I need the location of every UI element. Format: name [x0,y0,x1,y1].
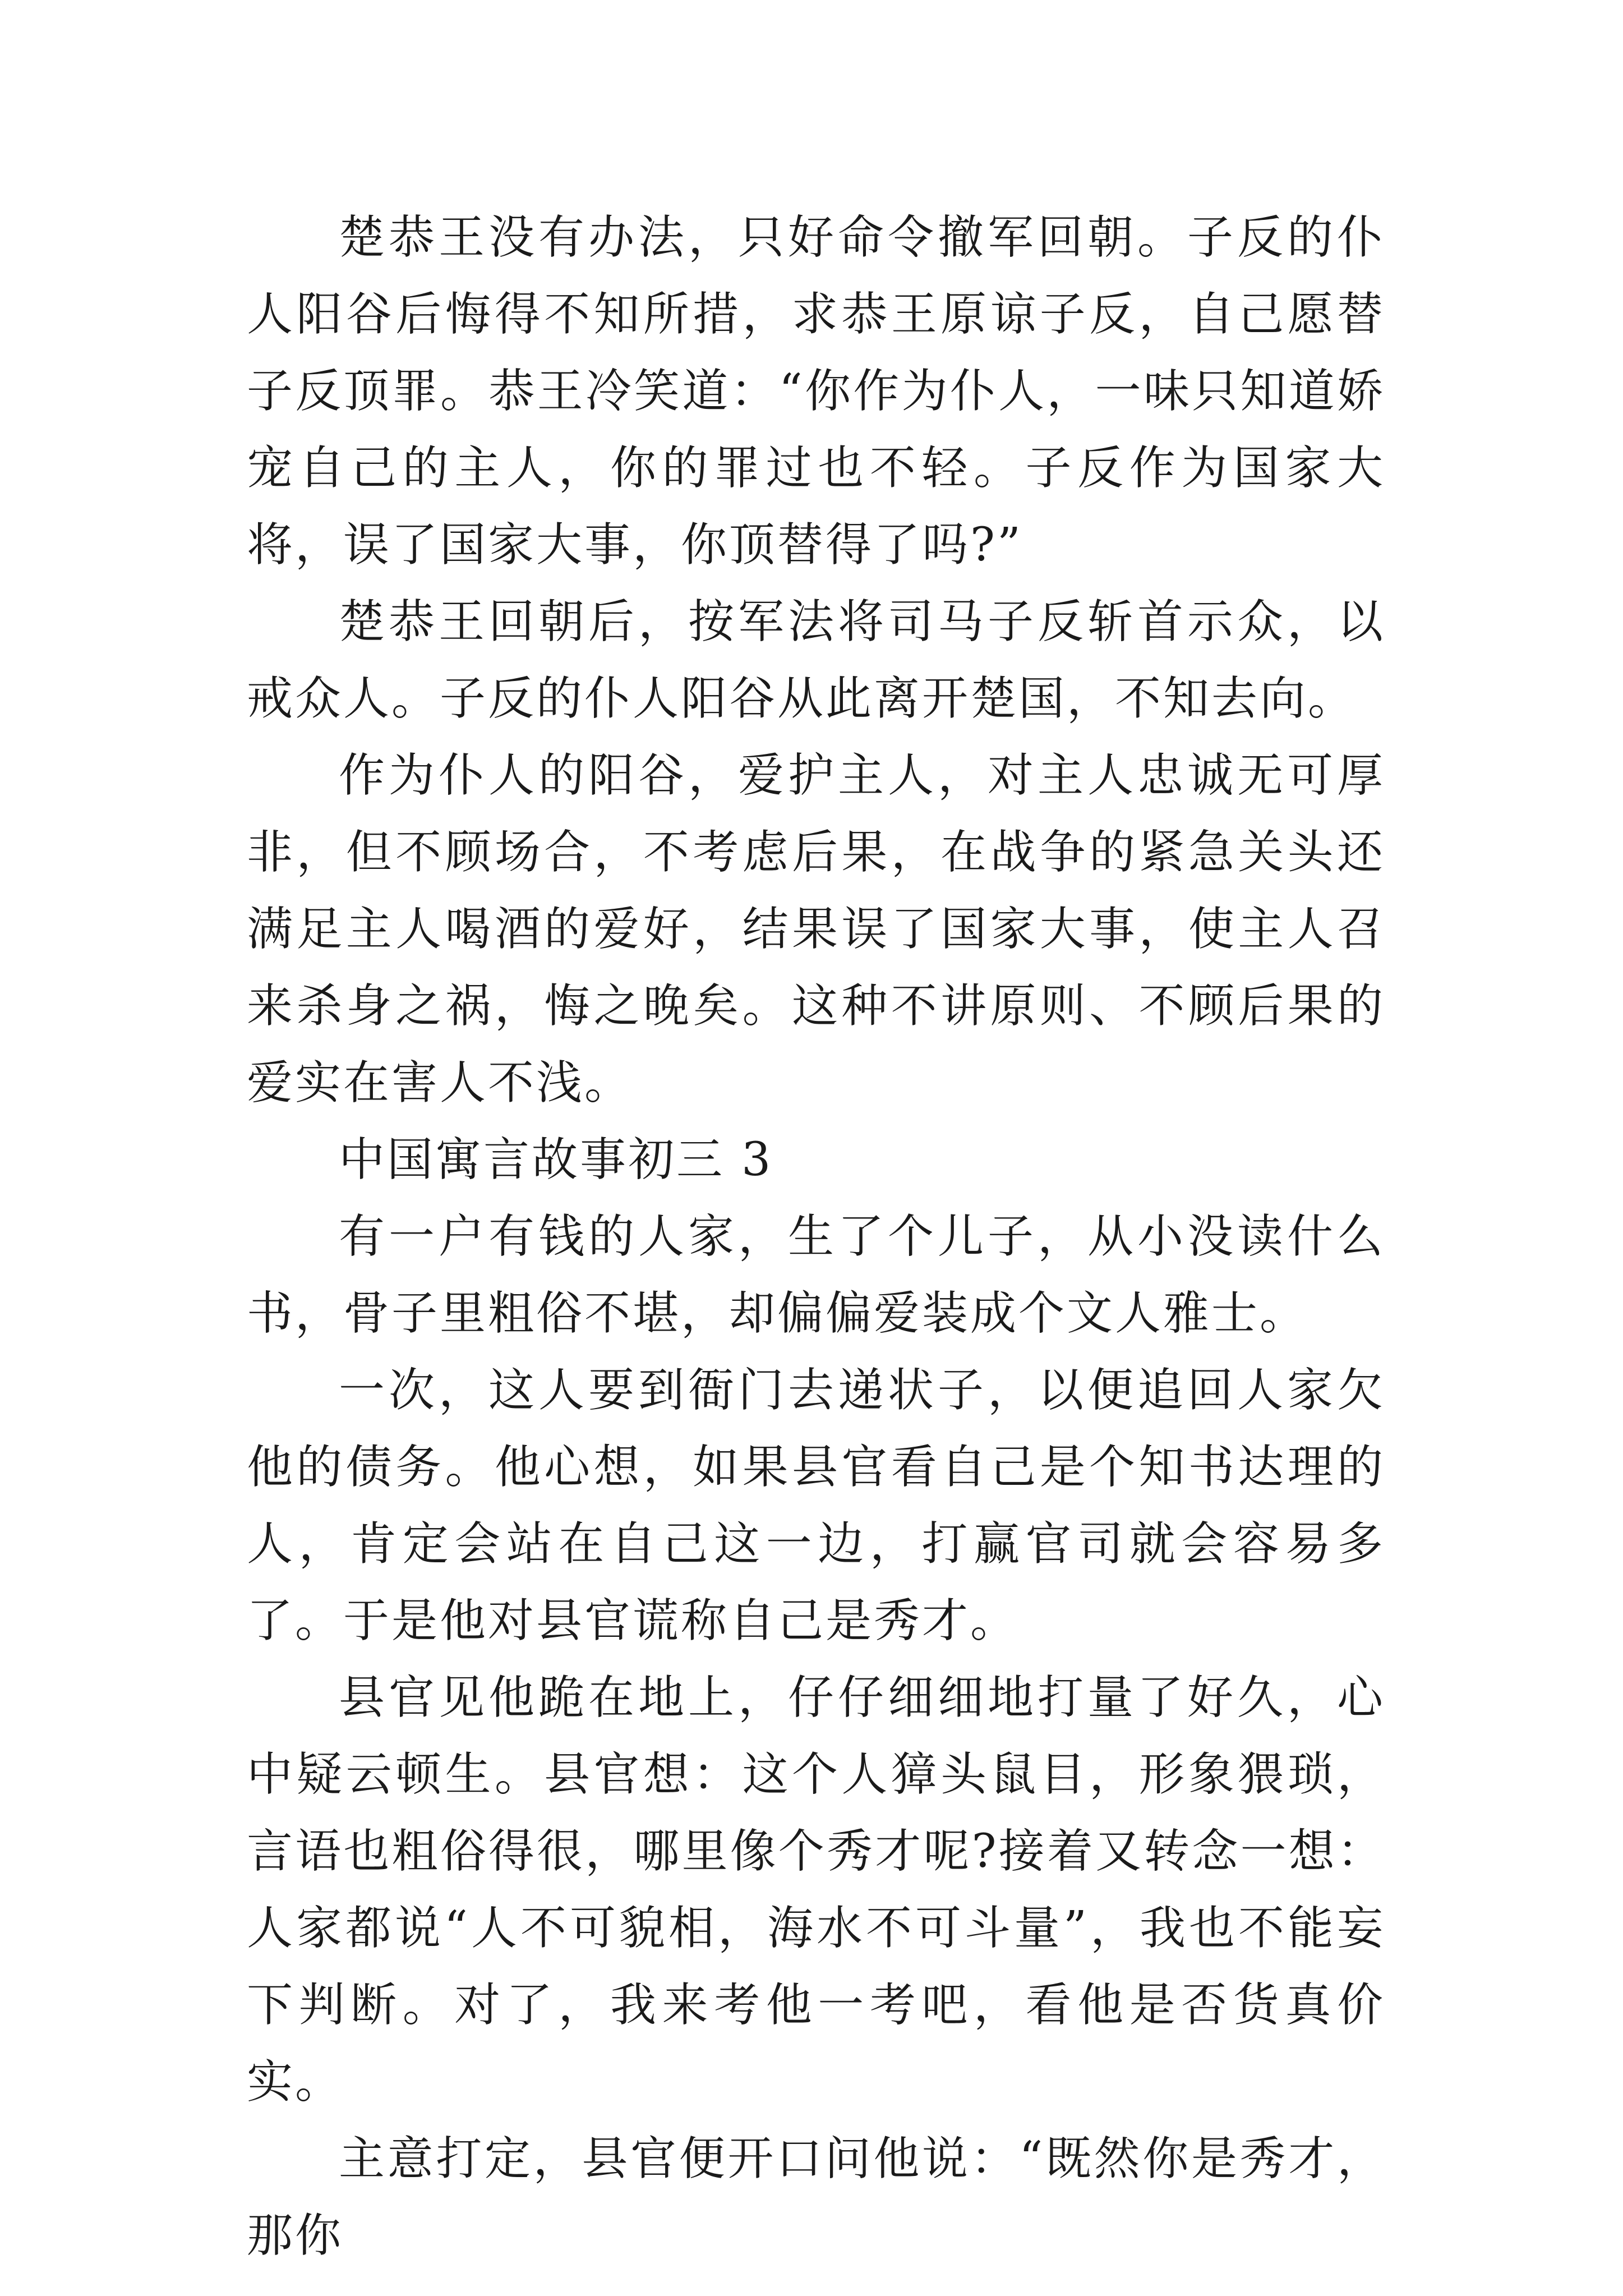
paragraph-6: 县官见他跪在地上，仔仔细细地打量了好久，心中疑云顿生。县官想：这个人獐头鼠目，形象猥琐，言语也粗俗得很，哪里像个秀才呢?接着又转念一想：人家都说“人不可貌相，海水不可斗量”，我也不能妄下判断。对了，我来考他一考吧，看他是否货真价实。 [247,1671,1385,2109]
document-page [247,199,1385,2274]
paragraph-7: 主意打定，县官便开口问他说：“既然你是秀才，那你 [247,2132,1385,2262]
paragraph-2: 楚恭王回朝后，按军法将司马子反斩首示众，以戒众人。子反的仆人阳谷从此离开楚国，不知去向。 [247,595,1385,725]
paragraph-3: 作为仆人的阳谷，爱护主人，对主人忠诚无可厚非，但不顾场合，不考虑后果，在战争的紧急关头还满足主人喝酒的爱好，结果误了国家大事，使主人召来杀身之祸，悔之晚矣。这种不讲原则、不顾后果的爱实在害人不浅。 [247,749,1385,1110]
paragraph-1: 楚恭王没有办法，只好命令撤军回朝。子反的仆人阳谷后悔得不知所措，求恭王原谅子反，自己愿替子反顶罪。恭王冷笑道：“你作为仆人，一味只知道娇宠自己的主人，你的罪过也不轻。子反作为国家大将，误了国家大事，你顶替得了吗?” [247,211,1385,572]
section-heading: 中国寓言故事初三 3 [339,1133,773,1186]
paragraph-5: 一次，这人要到衙门去递状子，以便追回人家欠他的债务。他心想，如果县官看自己是个知书达理的人，肯定会站在自己这一边，打赢官司就会容易多了。于是他对县官谎称自己是秀才。 [247,1364,1385,1648]
paragraph-4: 有一户有钱的人家，生了个儿子，从小没读什么书，骨子里粗俗不堪，却偏偏爱装成个文人雅士。 [247,1210,1385,1340]
